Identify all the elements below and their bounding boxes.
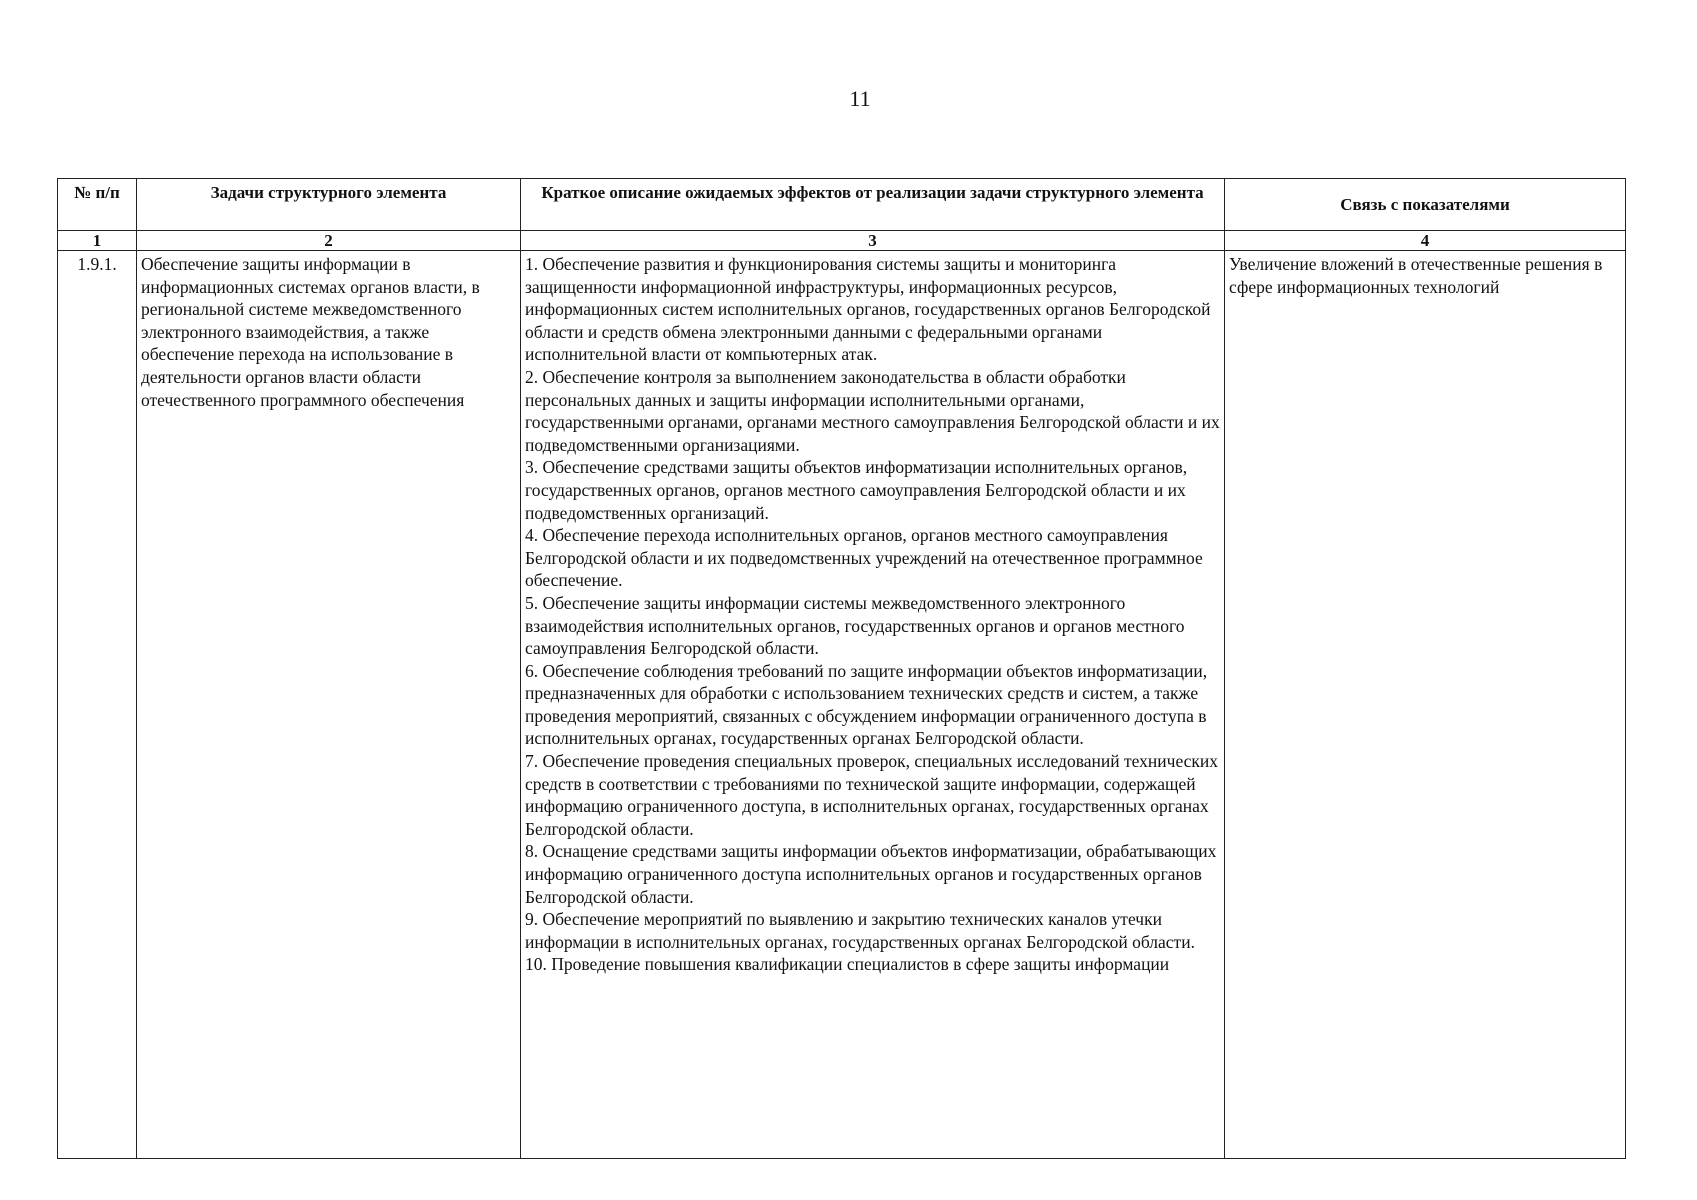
header-number: № п/п xyxy=(58,179,137,231)
effect-item: 10. Проведение повышения квалификации специалистов в сфере защиты информации xyxy=(525,954,1170,975)
effect-item: 7. Обеспечение проведения специальных проверок, специальных исследований технических средств в соответствии с требованиями по технической защите информации, содержащей информацию ограниченного доступа, в исполнительных органах, государственных органах Белгородской области. xyxy=(525,751,1219,839)
tasks-table xyxy=(57,178,1626,1159)
effect-item: 1. Обеспечение развития и функционирования системы защиты и мониторинга защищенности информационной инфраструктуры, информационных ресурсов, информационных систем исполнительных органов, государственных органов Белгородской области и средств обмена электронными данными с федеральными органами исполнительной власти от компьютерных атак. xyxy=(525,254,1211,365)
column-number: 1 xyxy=(58,231,137,251)
effect-item: 5. Обеспечение защиты информации системы межведомственного электронного взаимодействия исполнительных органов, государственных органов и органов местного самоуправления Белгородской области. xyxy=(525,592,1185,659)
column-number: 2 xyxy=(137,231,521,251)
effect-item: 6. Обеспечение соблюдения требований по защите информации объектов информатизации, предназначенных для обработки с использованием технических средств и систем, а также проведения мероприятий, связанных с обсуждением информации ограниченного доступа в исполнительных органах, государственных органах Белгородской области. xyxy=(525,660,1208,749)
effect-item: 4. Обеспечение перехода исполнительных органов, органов местного самоуправления Белгородской области и их подведомственных учреждений на отечественное программное обеспечение. xyxy=(525,525,1203,591)
header-indicators: Связь с показателями xyxy=(1225,179,1626,231)
effect-item: 8. Оснащение средствами защиты информации объектов информатизации, обрабатывающих информацию ограниченного доступа исполнительных органов и государственных органов Белгородской области. xyxy=(525,841,1217,907)
header-effects: Краткое описание ожидаемых эффектов от реализации задачи структурного элемента xyxy=(521,179,1225,231)
header-tasks: Задачи структурного элемента xyxy=(137,179,521,231)
page-number: 11 xyxy=(849,86,871,111)
indicator-link: Увеличение вложений в отечественные решения в сфере информационных технологий xyxy=(1225,251,1626,1159)
column-number-row xyxy=(58,231,1626,251)
column-number: 3 xyxy=(521,231,1225,251)
table-header-row xyxy=(58,179,1626,231)
effects-cell xyxy=(521,251,1225,1159)
task-description: Обеспечение защиты информации в информационных системах органов власти, в региональной системе межведомственного электронного взаимодействия, а также обеспечение перехода на использование в деятельности органов власти области отечественного программного обеспечения xyxy=(137,251,521,1159)
row-number: 1.9.1. xyxy=(58,251,137,1159)
column-number: 4 xyxy=(1225,231,1626,251)
effect-item: 3. Обеспечение средствами защиты объектов информатизации исполнительных органов, государственных органов, органов местного самоуправления Белгородской области и их подведомственных организаций. xyxy=(525,457,1188,523)
effect-item: 9. Обеспечение мероприятий по выявлению и закрытию технических каналов утечки информации в исполнительных органах, государственных органах Белгородской области. xyxy=(525,909,1195,952)
table-row xyxy=(58,251,1626,1159)
effect-item: 2. Обеспечение контроля за выполнением законодательства в области обработки персональных данных и защиты информации исполнительными органами, государственными органами, органами местного самоуправления Белгородской области и их подведомственными организациями. xyxy=(525,366,1220,455)
